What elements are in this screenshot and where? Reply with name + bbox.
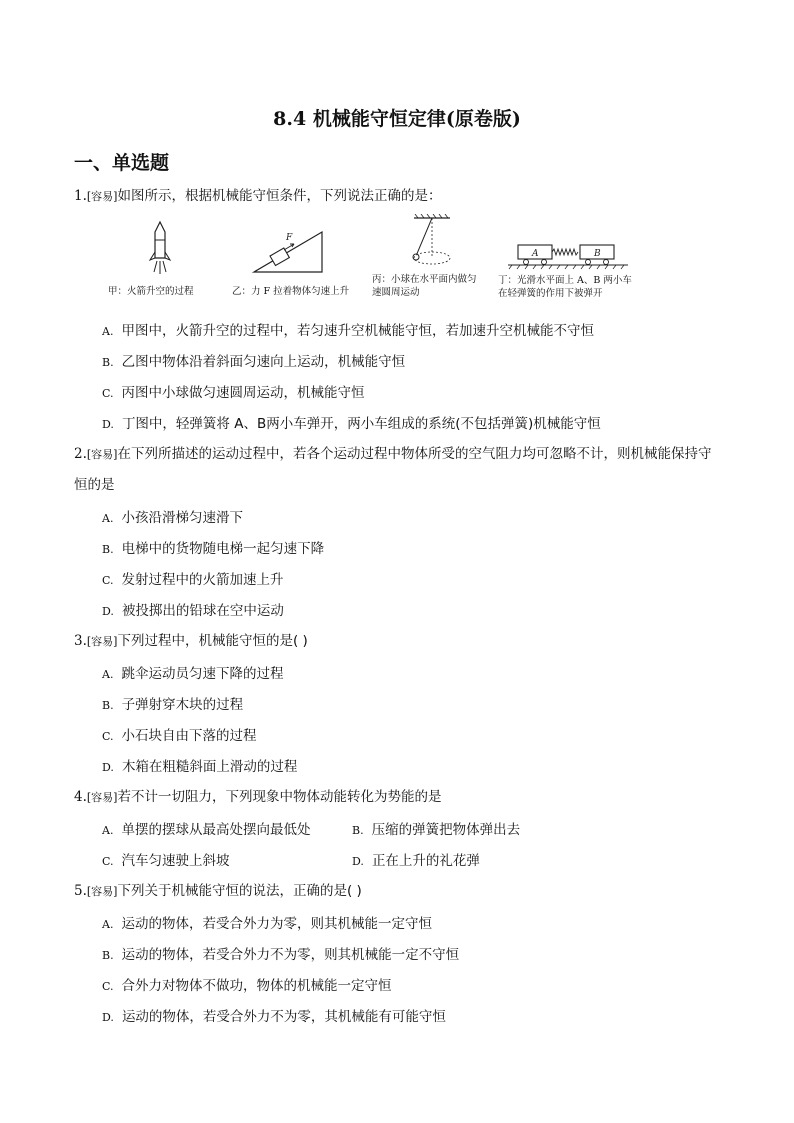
option-2b: B. 电梯中的货物随电梯一起匀速下降 (102, 541, 325, 557)
question-number: 5. (74, 883, 87, 899)
option-1d: D. 丁图中，轻弹簧将 A、B两小车弹开，两小车组成的系统(不包括弹簧)机械能守恒 (102, 416, 601, 432)
rocket-figure (140, 218, 180, 280)
question-number: 2. (74, 446, 87, 462)
option-4d: D. 正在上升的礼花弹 (352, 853, 480, 869)
option-5d: D. 运动的物体，若受合外力不为零，其机械能有可能守恒 (102, 1009, 446, 1025)
question-stem: 下列关于机械能守恒的说法，正确的是( ) (117, 883, 362, 899)
carts-spring-figure (506, 240, 630, 274)
option-3b: B. 子弹射穿木块的过程 (102, 697, 244, 713)
option-3a: A. 跳伞运动员匀速下降的过程 (102, 666, 284, 682)
option-4a: A. 单摆的摆球从最高处摆向最低处 (102, 822, 311, 838)
option-3d: D. 木箱在粗糙斜面上滑动的过程 (102, 759, 298, 775)
question-2 (74, 439, 724, 501)
difficulty-tag: [容易] (86, 448, 118, 461)
question-3 (74, 626, 724, 657)
question-stem: 在下列所描述的运动过程中，若各个运动过程中物体所受的空气阻力均可忽略不计，则机械能保持守恒的是 (74, 446, 712, 493)
difficulty-tag: [容易] (86, 791, 118, 804)
question-stem: 下列过程中，机械能守恒的是( ) (117, 633, 308, 649)
option-4b: B. 压缩的弹簧把物体弹出去 (352, 822, 521, 838)
question-stem: 如图所示，根据机械能守恒条件，下列说法正确的是： (117, 188, 442, 204)
option-5c: C. 合外力对物体不做功，物体的机械能一定守恒 (102, 978, 392, 994)
option-2a: A. 小孩沿滑梯匀速滑下 (102, 510, 243, 526)
option-1b: B. 乙图中物体沿着斜面匀速向上运动，机械能守恒 (102, 354, 406, 370)
option-1a: A. 甲图中，火箭升空的过程中，若匀速升空机械能守恒，若加速升空机械能不守恒 (102, 323, 594, 339)
page-title: 8.4 机械能守恒定律(原卷版) (273, 108, 521, 130)
question-stem: 若不计一切阻力，下列现象中物体动能转化为势能的是 (117, 789, 442, 805)
section-heading: 一、单选题 (74, 152, 170, 174)
force-label: F (286, 233, 293, 243)
figure-caption-jia: 甲：火箭升空的过程 (108, 286, 194, 297)
difficulty-tag: [容易] (86, 885, 118, 898)
figure-caption-bing: 丙：小球在水平面内做匀速圆周运动 (372, 274, 477, 298)
question-1 (74, 181, 724, 212)
option-5b: B. 运动的物体，若受合外力不为零，则其机械能一定不守恒 (102, 947, 460, 963)
option-2c: C. 发射过程中的火箭加速上升 (102, 572, 284, 588)
option-3c: C. 小石块自由下落的过程 (102, 728, 257, 744)
incline-figure (250, 228, 326, 276)
cart-a-label: A (532, 249, 539, 259)
question-4 (74, 782, 724, 813)
difficulty-tag: [容易] (86, 635, 118, 648)
question-number: 4. (74, 789, 87, 805)
option-2d: D. 被投掷出的铅球在空中运动 (102, 603, 284, 619)
option-5a: A. 运动的物体，若受合外力为零，则其机械能一定守恒 (102, 916, 432, 932)
question-number: 1. (74, 188, 87, 204)
question-5 (74, 876, 724, 907)
pendulum-figure (398, 214, 470, 278)
figure-caption-ding: 丁：光滑水平面上 A、B 两小车在轻弹簧的作用下被弹开 (498, 275, 632, 299)
difficulty-tag: [容易] (86, 190, 118, 203)
option-4c: C. 汽车匀速驶上斜坡 (102, 853, 230, 869)
cart-b-label: B (594, 249, 601, 259)
question-number: 3. (74, 633, 87, 649)
figure-caption-yi: 乙：力 F 拉着物体匀速上升 (232, 286, 350, 297)
option-1c: C. 丙图中小球做匀速圆周运动，机械能守恒 (102, 385, 365, 401)
